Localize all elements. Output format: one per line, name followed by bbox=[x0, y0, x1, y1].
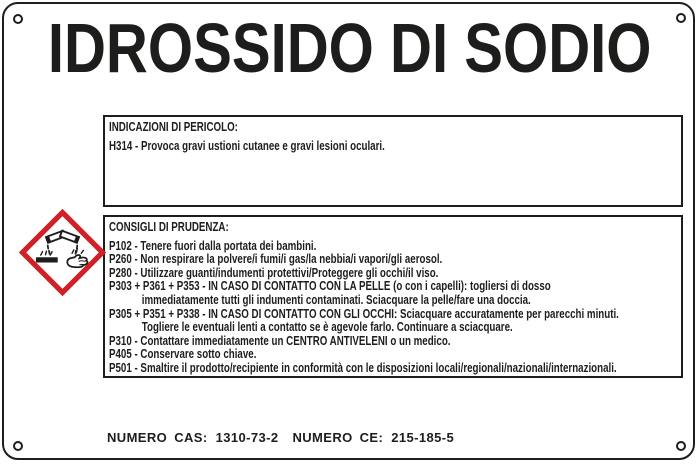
footer-identifiers bbox=[107, 430, 454, 445]
precaution-line: P260 - Non respirare la polvere/i fumi/i gas/la nebbia/i vapori/gli aerosol. bbox=[109, 252, 443, 267]
precaution-line: P102 - Tenere fuori dalla portata dei bambini. bbox=[109, 238, 317, 253]
ce-number-value: 215-185-5 bbox=[391, 430, 455, 445]
precaution-line-continuation: immediatamente tutti gli indumenti contaminati. Sciacquare la pelle/fare una doccia. bbox=[141, 292, 531, 307]
precaution-statements-box bbox=[103, 215, 683, 378]
ce-number-label: NUMERO CE: bbox=[292, 430, 384, 445]
hazard-statement-line: H314 - Provoca gravi ustioni cutanee e gravi lesioni oculari. bbox=[109, 138, 385, 153]
cas-number-label: NUMERO CAS: bbox=[107, 430, 208, 445]
screw-hole-bottom-left bbox=[13, 441, 23, 451]
precaution-line: P405 - Conservare sotto chiave. bbox=[109, 347, 257, 362]
precaution-box-heading: CONSIGLI DI PRUDENZA: bbox=[109, 220, 229, 234]
precaution-line: P310 - Contattare immediatamente un CENTRO ANTIVELENI o un medico. bbox=[109, 333, 451, 348]
cas-number-value: 1310-73-2 bbox=[215, 430, 279, 445]
hazard-box-heading: INDICAZIONI DI PERICOLO: bbox=[109, 120, 238, 134]
title-bar bbox=[0, 0, 700, 96]
ghs05-corrosion-icon bbox=[19, 209, 106, 296]
hazard-statements-box bbox=[103, 115, 683, 207]
sign-title: IDROSSIDO DI SODIO bbox=[48, 9, 652, 87]
precaution-line: P280 - Utilizzare guanti/indumenti protettivi/Proteggere gli occhi/il viso. bbox=[109, 265, 439, 280]
precaution-line: P305 + P351 + P338 - IN CASO DI CONTATTO CON GLI OCCHI: Sciacquare accuratamente per parecchi minuti. bbox=[109, 306, 619, 321]
precaution-line: P501 - Smaltire il prodotto/recipiente in conformità con le disposizioni locali/regionali/nazionali/internazionali. bbox=[109, 360, 617, 375]
precaution-line: P303 + P361 + P353 - IN CASO DI CONTATTO CON LA PELLE (o con i capelli): togliersi di dosso bbox=[109, 279, 551, 294]
screw-hole-bottom-right bbox=[676, 441, 686, 451]
precaution-line-continuation: Togliere le eventuali lenti a contatto se è agevole farlo. Continuare a sciacquare. bbox=[141, 320, 513, 335]
